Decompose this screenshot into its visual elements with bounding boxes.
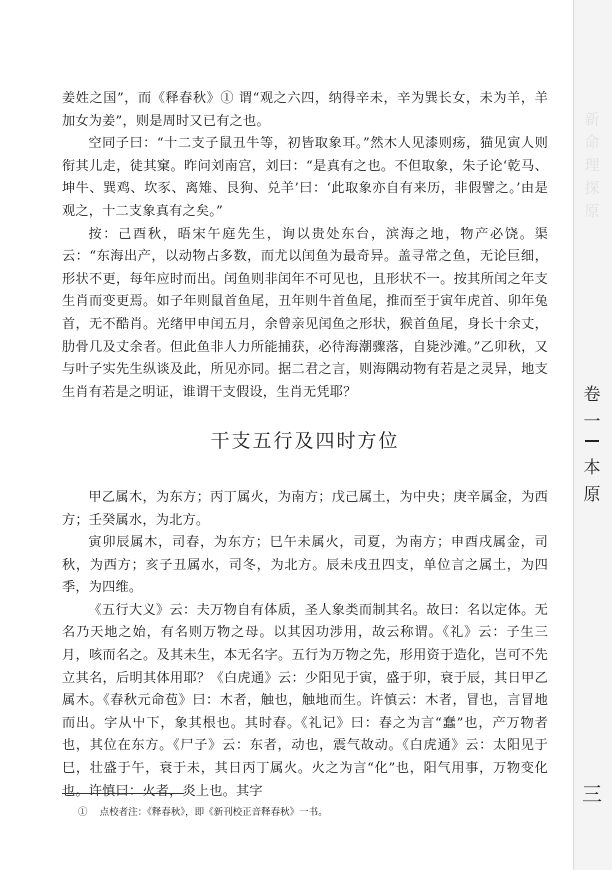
section-label: 本原 [583, 458, 601, 505]
footnote [78, 806, 518, 820]
paragraph: 《五行大义》云：夫万物自有体质，圣人象类而制其名。故曰：名以定体。无名乃天地之始，有名则万物之母。以其因功涉用，故云称谓。《礼》云：子生三月，咳而名之。及其未生，本无名字。五行为万物之先，形用资于造化，岂可不先立其名，后明其体用耶？《白虎通》云：少阳见于寅，盛于卯，衰于辰，其日甲乙属木。《春秋元命苞》曰：木者，触也，触地而生。许慎云：木者，冒也，言冒地而出。字从屮下，象其根也。其时春。《礼记》曰：春之为言“蠢”也，产万物者也，其位在东方。《尸子》云：东者，动也，震气故动。《白虎通》云：太阳见于巳，壮盛于午，衰于未，其日丙丁属火。火之为言“化”也，阳气用事，万物变化也。许慎曰：火者，炎上也。其字 [62, 602, 548, 799]
faded-book-title: 新命理探原 [584, 110, 600, 220]
paragraph: 姜姓之国”，而《释春秋》① 谓“观之六四，纳得辛未，辛为巽长女，未为羊，羊加女为姜”，则是周时又已有之也。 [62, 91, 548, 129]
footnote-divider [62, 793, 184, 794]
footnote-text: 点校者注：《释春秋》，即《新刊校正音释春秋》一书。 [99, 807, 328, 818]
paragraph: 甲乙属木，为东方；丙丁属火，为南方；戊己属土，为中央；庚辛属金，为西方；壬癸属水，为北方。 [62, 489, 548, 528]
paragraph: 按：己酉秋，晤宋午庭先生，询以贵处东台，滨海之地，物产必饶。渠云：“东海出产，以动物占多数，而尤以闰鱼为最奇异。盖寻常之鱼，无论巨细，形状不更，每年应时而出。闰鱼则非闰年不可见也，且形状不一。按其所闰之年支生肖而变更焉。如子年则鼠首鱼尾，丑年则牛首鱼尾，推而至于寅年虎首、卯年兔首，无不酷肖。光绪甲申闰五月，余曾亲见闰鱼之形状，猴首鱼尾，身长十余丈，肋骨几及丈余者。但此鱼非人力所能捕获，必待海潮骤落，自毙沙滩。”乙卯秋，又与叶子实先生纵谈及此，所见亦同。据二君之言，则海隅动物有若是之灵异，地支生肖有若是之明证，谁谓干支假设，生肖无凭耶？ [62, 226, 548, 400]
page-number: 三 [582, 782, 602, 806]
footnote-marker: ① [78, 807, 88, 818]
paragraph: 寅卯辰属木，司春，为东方；巳午未属火，司夏，为南方；申酉戌属金，司秋，为西方；亥子丑属水，司冬，为北方。辰未戌丑四支，单位言之属土，为四季，为四维。 [62, 535, 548, 596]
paragraph: 空同子曰：“十二支子鼠丑牛等，初皆取象耳。”然木人见漆则疡，猫见寅人则衔其儿走，徒其窠。昨问刘南宫，刘曰：“是真有之也。不但取象，朱子论‘乾马、坤牛、巽鸡、坎豕、离雉、艮狗、兑羊’曰：‘此取象亦自有来历，非假譬之。’由是观之，十二支象真有之矣。” [62, 136, 548, 219]
section-title: 干支五行及四时方位 [210, 430, 400, 453]
separator-mark [585, 440, 599, 442]
main-text [62, 88, 548, 803]
chapter-label: 卷一 [583, 385, 601, 432]
